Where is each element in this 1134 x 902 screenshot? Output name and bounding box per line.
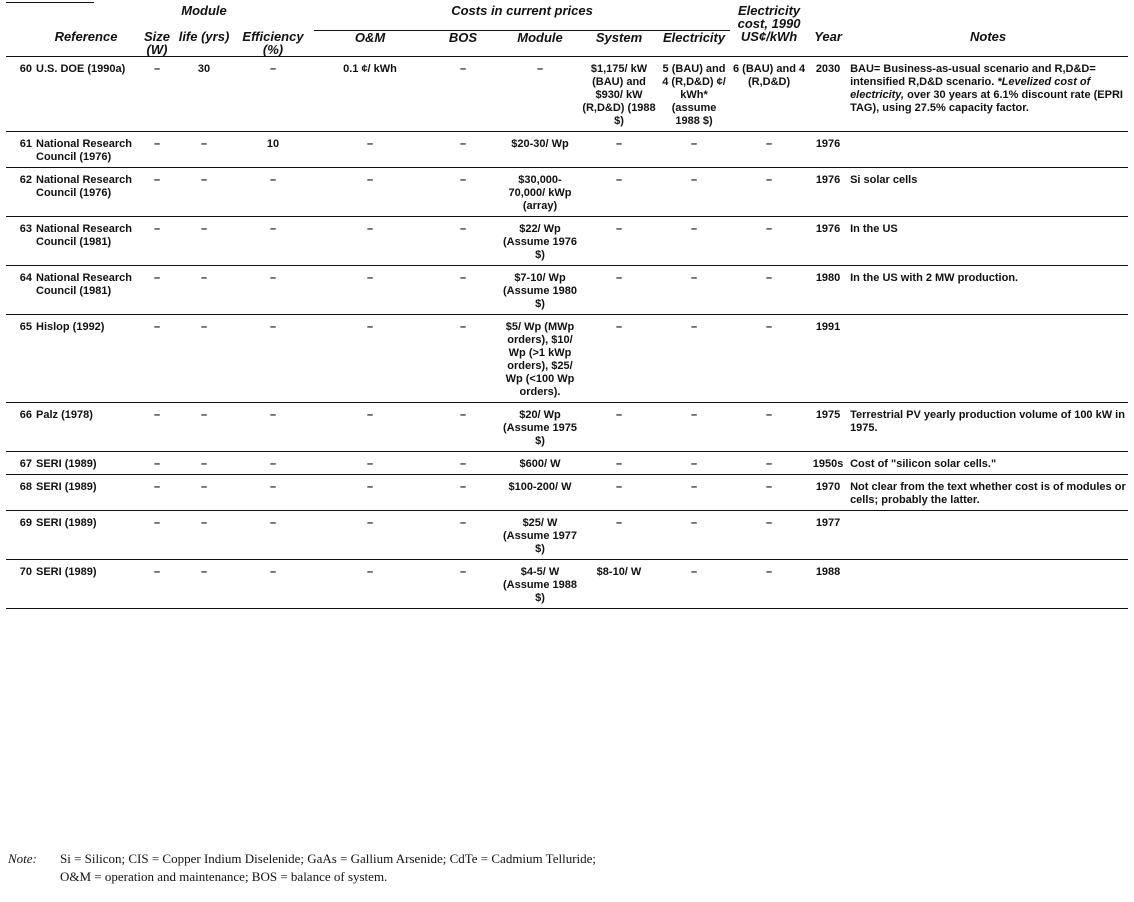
row-reference: Hislop (1992) (34, 315, 138, 403)
row-module: $100-200/ W (500, 475, 580, 511)
row-electricity: – (658, 168, 730, 217)
table-row (6, 452, 1128, 475)
row-system: – (580, 475, 658, 511)
row-number: 68 (6, 475, 34, 511)
row-year: 1977 (808, 511, 848, 560)
row-notes (848, 57, 1128, 132)
header-elec-cost-top (730, 4, 808, 30)
table-row (6, 315, 1128, 403)
row-efficiency: – (232, 475, 314, 511)
row-elec-cost: – (730, 266, 808, 315)
row-number: 64 (6, 266, 34, 315)
header-row (6, 30, 1128, 57)
row-bos: – (426, 315, 500, 403)
row-system: $1,175/ kW (BAU) and $930/ kW (R,D&D) (1988 $) (580, 57, 658, 132)
row-bos: – (426, 168, 500, 217)
row-module-life: – (176, 132, 232, 168)
row-size: – (138, 217, 176, 266)
row-year: 2030 (808, 57, 848, 132)
row-notes (848, 560, 1128, 609)
row-module: $20-30/ Wp (500, 132, 580, 168)
row-module: $22/ Wp (Assume 1976 $) (500, 217, 580, 266)
row-module-life: – (176, 452, 232, 475)
header-reference: Reference (34, 30, 138, 57)
row-system: – (580, 315, 658, 403)
row-number: 66 (6, 403, 34, 452)
row-module: $4-5/ W (Assume 1988 $) (500, 560, 580, 609)
row-reference: SERI (1989) (34, 452, 138, 475)
header-electricity: Electricity (658, 30, 730, 57)
row-module-life: – (176, 217, 232, 266)
row-notes-text: Cost of "silicon solar cells." (850, 458, 997, 470)
header-elec-cost-top-1: Electricity (737, 3, 801, 18)
header-module-life: life (yrs) (176, 30, 232, 57)
row-reference: SERI (1989) (34, 560, 138, 609)
table-row (6, 217, 1128, 266)
row-elec-cost: – (730, 168, 808, 217)
row-bos: – (426, 217, 500, 266)
row-number: 70 (6, 560, 34, 609)
row-size: – (138, 475, 176, 511)
row-size: – (138, 57, 176, 132)
table-row (6, 511, 1128, 560)
row-notes (848, 475, 1128, 511)
row-year: 1988 (808, 560, 848, 609)
row-bos: – (426, 475, 500, 511)
row-reference: SERI (1989) (34, 511, 138, 560)
row-om: 0.1 ¢/ kWh (314, 57, 426, 132)
row-number: 60 (6, 57, 34, 132)
row-notes (848, 132, 1128, 168)
table-row (6, 168, 1128, 217)
row-reference: U.S. DOE (1990a) (34, 57, 138, 132)
footnote-text-1: Si = Silicon; CIS = Copper Indium Diselenide; GaAs = Gallium Arsenide; CdTe = Cadmium Telluride; (60, 851, 597, 866)
header-elec-cost-unit: US¢/kWh (730, 30, 808, 57)
row-module-life: – (176, 475, 232, 511)
row-electricity: – (658, 403, 730, 452)
row-size: – (138, 168, 176, 217)
row-notes (848, 452, 1128, 475)
row-system: – (580, 266, 658, 315)
table-row (6, 560, 1128, 609)
row-bos: – (426, 511, 500, 560)
row-efficiency: – (232, 168, 314, 217)
row-number: 61 (6, 132, 34, 168)
row-bos: – (426, 403, 500, 452)
row-module-life: – (176, 403, 232, 452)
row-module: $7-10/ Wp (Assume 1980 $) (500, 266, 580, 315)
row-system: – (580, 403, 658, 452)
row-number: 65 (6, 315, 34, 403)
row-bos: – (426, 560, 500, 609)
row-year: 1980 (808, 266, 848, 315)
row-electricity: – (658, 132, 730, 168)
row-system: $8-10/ W (580, 560, 658, 609)
row-module: $25/ W (Assume 1977 $) (500, 511, 580, 560)
row-efficiency: – (232, 266, 314, 315)
row-om: – (314, 475, 426, 511)
row-bos: – (426, 266, 500, 315)
row-size: – (138, 315, 176, 403)
pv-cost-table (6, 4, 1128, 609)
row-year: 1976 (808, 217, 848, 266)
row-year: 1970 (808, 475, 848, 511)
row-om: – (314, 403, 426, 452)
row-elec-cost: – (730, 475, 808, 511)
row-year: 1975 (808, 403, 848, 452)
row-notes-italic: *Levelized cost of electricity, (850, 76, 1091, 101)
row-reference: National Research Council (1981) (34, 217, 138, 266)
row-bos: – (426, 57, 500, 132)
row-electricity: – (658, 452, 730, 475)
header-year: Year (808, 30, 848, 57)
header-notes: Notes (848, 30, 1128, 57)
header-efficiency: Efficiency (%) (232, 30, 314, 57)
row-system: – (580, 132, 658, 168)
header-system: System (580, 30, 658, 57)
footnote-line-2: O&M = operation and maintenance; BOS = balance of system. (60, 869, 388, 884)
row-efficiency: – (232, 217, 314, 266)
row-elec-cost: – (730, 511, 808, 560)
table-row (6, 403, 1128, 452)
row-notes (848, 403, 1128, 452)
top-rule (6, 2, 94, 3)
row-module-life: – (176, 266, 232, 315)
row-notes-text: Si solar cells (850, 174, 918, 186)
row-om: – (314, 217, 426, 266)
row-reference: SERI (1989) (34, 475, 138, 511)
row-system: – (580, 168, 658, 217)
row-om: – (314, 315, 426, 403)
header-bos: BOS (426, 30, 500, 57)
row-notes-text: Not clear from the text whether cost is of modules or cells; probably the latter. (850, 481, 1126, 506)
row-number: 69 (6, 511, 34, 560)
row-om: – (314, 511, 426, 560)
row-size: – (138, 403, 176, 452)
table-row (6, 475, 1128, 511)
row-efficiency: – (232, 511, 314, 560)
row-year: 1976 (808, 132, 848, 168)
row-reference: National Research Council (1976) (34, 168, 138, 217)
header-row-top (6, 4, 1128, 30)
row-module: $30,000-70,000/ kWp (array) (500, 168, 580, 217)
row-elec-cost: – (730, 217, 808, 266)
row-year: 1976 (808, 168, 848, 217)
row-efficiency: – (232, 452, 314, 475)
row-elec-cost: – (730, 403, 808, 452)
row-efficiency: – (232, 403, 314, 452)
table-row (6, 132, 1128, 168)
footnote-line-1 (8, 850, 1108, 868)
row-module-life: – (176, 511, 232, 560)
row-elec-cost: – (730, 452, 808, 475)
row-system: – (580, 217, 658, 266)
row-electricity: – (658, 475, 730, 511)
row-om: – (314, 132, 426, 168)
row-notes (848, 266, 1128, 315)
row-notes-text: Terrestrial PV yearly production volume of 100 kW in 1975. (850, 409, 1125, 434)
row-electricity: – (658, 560, 730, 609)
row-notes-text: In the US with 2 MW production. (850, 272, 1019, 284)
row-number: 67 (6, 452, 34, 475)
row-electricity: – (658, 217, 730, 266)
row-bos: – (426, 452, 500, 475)
row-system: – (580, 452, 658, 475)
row-size: – (138, 452, 176, 475)
table-row (6, 57, 1128, 132)
row-year: 1950s (808, 452, 848, 475)
header-size: Size (W) (138, 30, 176, 57)
row-module: $20/ Wp (Assume 1975 $) (500, 403, 580, 452)
table-row (6, 266, 1128, 315)
row-module-life: – (176, 560, 232, 609)
row-elec-cost: 6 (BAU) and 4 (R,D&D) (730, 57, 808, 132)
row-om: – (314, 452, 426, 475)
row-elec-cost: – (730, 315, 808, 403)
header-module-life-top: Module (181, 3, 227, 18)
header-costs-group: Costs in current prices (314, 4, 730, 30)
row-size: – (138, 132, 176, 168)
header-elec-cost-top-2: cost, 1990 (737, 16, 801, 31)
row-notes (848, 168, 1128, 217)
row-om: – (314, 168, 426, 217)
row-efficiency: – (232, 560, 314, 609)
row-size: – (138, 266, 176, 315)
row-reference: National Research Council (1981) (34, 266, 138, 315)
row-module-life: 30 (176, 57, 232, 132)
row-elec-cost: – (730, 132, 808, 168)
row-elec-cost: – (730, 560, 808, 609)
row-om: – (314, 560, 426, 609)
row-notes (848, 315, 1128, 403)
row-reference: National Research Council (1976) (34, 132, 138, 168)
row-size: – (138, 511, 176, 560)
row-module-life: – (176, 315, 232, 403)
table-body (6, 57, 1128, 609)
row-notes (848, 217, 1128, 266)
table-footnote (8, 850, 1108, 886)
row-number: 63 (6, 217, 34, 266)
row-efficiency: – (232, 315, 314, 403)
row-size: – (138, 560, 176, 609)
row-module: $5/ Wp (MWp orders), $10/ Wp (>1 kWp orders), $25/ Wp (<100 Wp orders). (500, 315, 580, 403)
row-system: – (580, 511, 658, 560)
row-module-life: – (176, 168, 232, 217)
footnote-label: Note: (8, 851, 37, 866)
row-reference: Palz (1978) (34, 403, 138, 452)
row-module: $600/ W (500, 452, 580, 475)
row-notes (848, 511, 1128, 560)
row-notes-tail: over 30 years at 6.1% discount rate (EPRI TAG), using 27.5% capacity factor. (850, 89, 1123, 114)
row-notes-text: In the US (850, 223, 898, 235)
row-efficiency: 10 (232, 132, 314, 168)
row-electricity: – (658, 511, 730, 560)
row-electricity: – (658, 315, 730, 403)
row-efficiency: – (232, 57, 314, 132)
header-om: O&M (314, 30, 426, 57)
header-module: Module (500, 30, 580, 57)
row-bos: – (426, 132, 500, 168)
row-year: 1991 (808, 315, 848, 403)
row-number: 62 (6, 168, 34, 217)
row-electricity: 5 (BAU) and 4 (R,D&D) ¢/ kWh* (assume 1988 $) (658, 57, 730, 132)
row-module: – (500, 57, 580, 132)
row-electricity: – (658, 266, 730, 315)
row-notes-text: BAU= Business-as-usual scenario and R,D&D= intensified R,D&D scenario. (850, 63, 1096, 88)
row-om: – (314, 266, 426, 315)
